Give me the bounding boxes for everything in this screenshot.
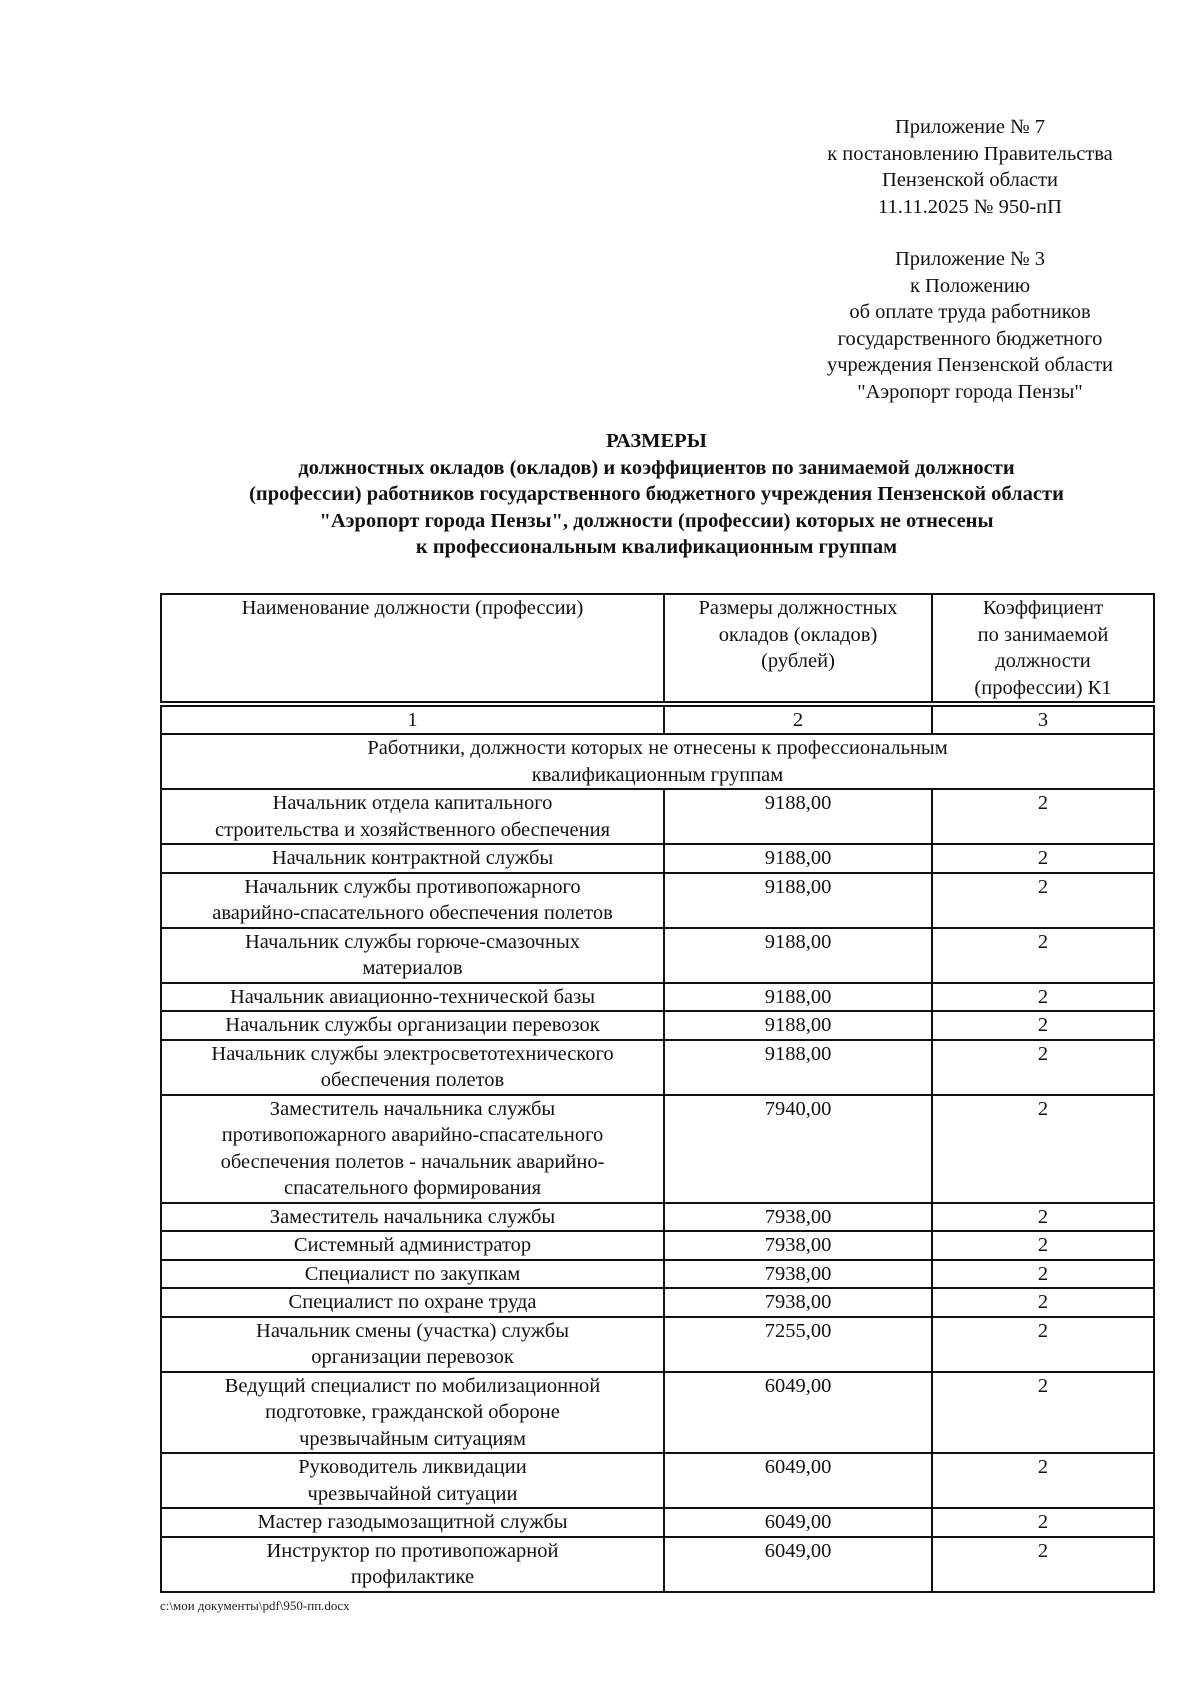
column-number: 3 [932,706,1154,734]
position-name-line: обеспечения полетов [320,1069,505,1091]
salary-value: 7938,00 [664,1260,932,1289]
position-name [161,873,664,928]
position-name-line: строительства и хозяйственного обеспечения [214,818,611,841]
coefficient-value: 2 [932,1231,1154,1260]
position-name-line: Специалист по закупкам [304,1262,521,1285]
coefficient-value: 2 [932,844,1154,873]
salary-value: 9188,00 [664,873,932,928]
coefficient-value: 2 [932,1508,1154,1537]
header-coefficient [932,594,1154,702]
annex-secondary-line: государственного бюджетного [837,327,1103,350]
position-name [161,1317,664,1372]
annex-primary-block [780,114,1160,220]
position-name [161,1040,664,1095]
position-name-line: Начальник службы горюче-смазочных [244,930,580,953]
position-name-line: Ведущий специалист по мобилизационной [224,1374,601,1397]
salary-value: 9188,00 [664,789,932,844]
position-name [161,1231,664,1260]
position-name [161,1011,664,1040]
position-name-line: Инструктор по противопожарной [266,1539,559,1562]
position-name-line: Начальник службы противопожарного [244,875,581,898]
position-name-line: Руководитель ликвидации [298,1456,527,1478]
salary-value: 7940,00 [664,1095,932,1203]
position-name-line: противопожарного аварийно-спасательного [221,1124,604,1146]
annex-secondary-line: учреждения Пензенской области [826,354,1114,376]
coefficient-value: 2 [932,983,1154,1012]
position-name [161,1453,664,1508]
coefficient-value: 2 [932,928,1154,983]
table-row [161,1011,1154,1040]
position-name [161,1372,664,1454]
coefficient-value: 2 [932,1317,1154,1372]
section-row [161,734,1154,789]
coefficient-value: 2 [932,1095,1154,1203]
position-name-line: аварийно-спасательного обеспечения полетов [212,902,613,924]
title-line: должностных окладов (окладов) и коэффициентов по занимаемой должности [298,456,1015,479]
position-name [161,983,664,1012]
position-name-line: обеспечения полетов - начальник аварийно- [220,1150,605,1173]
table-row [161,1260,1154,1289]
table-row [161,789,1154,844]
position-name-line: Начальник отдела капитального [272,792,553,814]
header-text: по занимаемой [977,623,1109,646]
salary-value: 9188,00 [664,1040,932,1095]
annex-secondary-block [780,246,1160,405]
position-name-line: Начальник авиационно-технической базы [230,985,595,1008]
table-row [161,1231,1154,1260]
annex-primary-line: 11.11.2025 № 950-пП [878,195,1062,218]
position-name-line: подготовке, гражданской обороне [265,1401,560,1423]
header-row [161,594,1154,702]
header-text: (профессии) К1 [974,676,1112,699]
file-path-footer: c:\мои документы\pdf\950-пп.docx [160,1598,350,1613]
salary-value: 9188,00 [664,844,932,873]
position-name [161,1288,664,1317]
position-name [161,789,664,844]
header-text: должности [995,650,1091,672]
section-title-line: Работники, должности которых не отнесены к профессиональным [367,737,948,759]
salary-value: 6049,00 [664,1537,932,1592]
annex-secondary-line: к Положению [909,274,1031,297]
position-name-line: Начальник службы организации перевозок [225,1014,600,1036]
salary-table-header [160,593,1155,703]
coefficient-value: 2 [932,1288,1154,1317]
annex-primary-line: Приложение № 7 [894,116,1046,138]
coefficient-value: 2 [932,1372,1154,1454]
position-name-line: организации перевозок [311,1346,514,1368]
position-name-line: Мастер газодымозащитной службы [257,1511,568,1533]
position-name-line: Начальник контрактной службы [271,847,554,869]
annex-secondary-line: Приложение № 3 [894,248,1046,270]
header-text: (рублей) [761,650,835,672]
coefficient-value: 2 [932,873,1154,928]
salary-value: 9188,00 [664,983,932,1012]
annex-secondary-line: "Аэропорт города Пензы" [857,380,1083,403]
table-row [161,873,1154,928]
position-name-line: чрезвычайной ситуации [307,1482,518,1505]
position-name [161,1260,664,1289]
salary-value: 9188,00 [664,928,932,983]
salary-value: 7938,00 [664,1288,932,1317]
coefficient-value: 2 [932,1453,1154,1508]
annex-primary-line: Пензенской области [882,169,1058,191]
title-line: к профессиональным квалификационным группам [415,536,898,558]
position-name-line: Заместитель начальника службы [269,1097,556,1120]
header-text: Коэффициент [982,597,1104,619]
position-name-line: профилактике [350,1566,475,1588]
header-text: Размеры должностных [698,597,898,619]
salary-value: 7938,00 [664,1231,932,1260]
section-title [161,734,1154,789]
position-name [161,1203,664,1232]
header-salary [664,594,932,702]
position-name [161,1508,664,1537]
annex-primary-line: к постановлению Правительства [827,142,1113,165]
position-name-line: Системный администратор [293,1234,532,1256]
coefficient-value: 2 [932,789,1154,844]
column-number-row [161,706,1154,734]
position-name [161,1537,664,1592]
table-row [161,1040,1154,1095]
document-title [160,428,1153,561]
position-name-line: Заместитель начальника службы [269,1205,556,1228]
title-line: (профессии) работников государственного бюджетного учреждения Пензенской области [249,483,1064,505]
table-row [161,844,1154,873]
table-row [161,1537,1154,1592]
position-name [161,844,664,873]
salary-value: 9188,00 [664,1011,932,1040]
table-row [161,983,1154,1012]
position-name-line: Специалист по охране труда [288,1291,537,1313]
title-heading: РАЗМЕРЫ [606,430,707,452]
position-name-line: Начальник смены (участка) службы [256,1319,569,1342]
table-row [161,1095,1154,1203]
table-row [161,1203,1154,1232]
position-name-line: чрезвычайным ситуациям [299,1427,526,1450]
position-name-line: спасательного формирования [283,1177,541,1199]
table-row [161,1288,1154,1317]
table-row [161,1508,1154,1537]
coefficient-value: 2 [932,1203,1154,1232]
column-number: 2 [664,706,932,734]
header-text: окладов (окладов) [718,623,878,646]
coefficient-value: 2 [932,1011,1154,1040]
header-position-name [161,594,664,702]
position-name-line: материалов [362,957,463,979]
salary-table-body [160,705,1155,1593]
table-row [161,1372,1154,1454]
header-text: Наименование должности (профессии) [241,597,584,619]
coefficient-value: 2 [932,1040,1154,1095]
section-title-line: квалификационным группам [531,763,784,786]
coefficient-value: 2 [932,1260,1154,1289]
position-name [161,1095,664,1203]
table-row [161,928,1154,983]
annex-secondary-line: об оплате труда работников [849,301,1091,323]
salary-value: 6049,00 [664,1508,932,1537]
column-number: 1 [161,706,664,734]
position-name-line: Начальник службы электросветотехнического [211,1042,614,1065]
salary-value: 7938,00 [664,1203,932,1232]
salary-value: 6049,00 [664,1453,932,1508]
table-row [161,1453,1154,1508]
title-line: "Аэропорт города Пензы", должности (профессии) которых не отнесены [319,509,994,532]
salary-value: 7255,00 [664,1317,932,1372]
coefficient-value: 2 [932,1537,1154,1592]
position-name [161,928,664,983]
table-row [161,1317,1154,1372]
salary-value: 6049,00 [664,1372,932,1454]
